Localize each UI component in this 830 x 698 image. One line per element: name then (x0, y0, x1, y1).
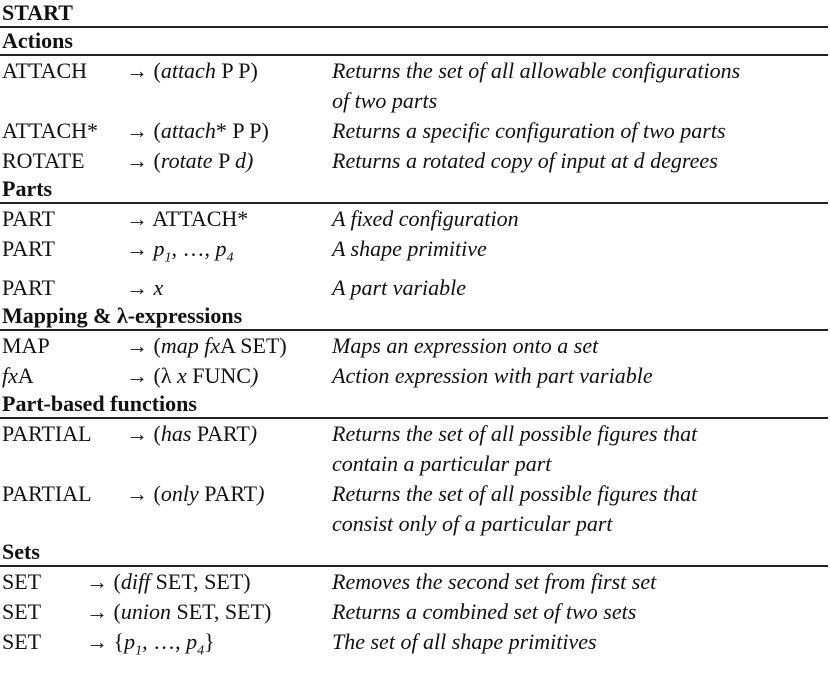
prim-symbol: p (186, 629, 198, 655)
description-line: Maps an expression onto a set (332, 333, 599, 359)
prim-ellipsis: , …, (142, 629, 187, 655)
rule-description (332, 204, 830, 234)
rhs-open: ( (113, 569, 121, 595)
rule-lhs (0, 419, 126, 449)
description-line: Removes the second set from first set (332, 569, 657, 595)
section-title: Mapping & λ-expressions (2, 303, 243, 329)
prim-ellipsis: , …, (171, 236, 216, 261)
grammar-rule-row (0, 204, 830, 234)
rule-rhs (126, 146, 332, 176)
rhs-function: diff (120, 569, 151, 595)
description-line: The set of all shape primitives (332, 629, 597, 655)
rhs-open: ( (113, 599, 121, 625)
prim-subscript: 4 (197, 643, 205, 659)
rule-lhs-text: SET (2, 569, 42, 595)
description-line: Returns the set of all allowable configurations (332, 58, 741, 83)
rule-lhs-text: PART (2, 236, 55, 261)
arrow-symbol: → (86, 569, 108, 595)
rule-lhs-italic: fx (2, 363, 18, 389)
description-line: of two parts (332, 88, 438, 113)
grammar-section (0, 539, 830, 666)
rule-rhs (86, 567, 332, 597)
arrow-symbol: → (126, 118, 148, 143)
prim-symbol: p (153, 236, 165, 261)
grammar-rule-row (0, 273, 830, 303)
rule-lhs (0, 479, 126, 509)
description-line: A shape primitive (332, 236, 487, 261)
rhs-function: only (160, 481, 199, 507)
rule-rhs (126, 479, 332, 509)
sections-container (0, 28, 830, 667)
rule-description (332, 361, 830, 391)
grammar-rule-row (0, 627, 830, 666)
rule-lhs-text: ATTACH* (2, 118, 99, 143)
rule-rhs (126, 56, 332, 86)
rule-rhs (86, 597, 332, 627)
rule-lhs-text: PART (2, 206, 55, 231)
grammar-rule-row (0, 361, 830, 391)
rule-rhs (126, 234, 332, 273)
rule-rhs (126, 361, 332, 391)
rule-lhs-text: SET (2, 629, 42, 655)
rule-lhs (0, 204, 126, 234)
rhs-tail: ) (249, 421, 258, 447)
prim-subscript: 1 (135, 643, 143, 659)
arrow-symbol: → (86, 629, 108, 655)
prim-subscript: 4 (226, 250, 234, 266)
rule-lhs (0, 597, 86, 627)
rule-description (332, 331, 830, 361)
arrow-symbol: → (86, 599, 108, 625)
rhs-tail: ) (250, 363, 259, 389)
arrow-symbol: → (126, 421, 148, 447)
rule-description (332, 273, 830, 303)
grammar-section (0, 176, 830, 303)
start-label: START (2, 0, 73, 25)
grammar-rule-row (0, 146, 830, 176)
grammar-rule-row (0, 56, 830, 116)
rule-rhs (126, 273, 332, 303)
arrow-symbol: → (126, 481, 148, 507)
description-line: A fixed configuration (332, 206, 519, 231)
rhs-function: rotate (160, 148, 213, 173)
rhs-args: P (212, 148, 235, 173)
rule-lhs-text: PART (2, 275, 55, 301)
rhs-args: A SET) (220, 333, 287, 359)
rule-description (332, 56, 830, 116)
rhs-args: PART (191, 421, 250, 447)
rule-description (332, 234, 830, 264)
arrow-symbol: → (126, 363, 148, 389)
description-line: Returns the set of all possible figures that (332, 421, 698, 447)
rule-rhs (126, 419, 332, 449)
description-line: Returns the set of all possible figures that (332, 481, 698, 507)
section-title: Part-based functions (2, 391, 197, 417)
rhs-args: SET, SET) (170, 599, 272, 625)
rhs-tail: d) (234, 148, 254, 173)
rule-lhs (0, 116, 126, 146)
rule-lhs (0, 361, 126, 391)
rule-rhs (86, 627, 332, 666)
description-line: Returns a specific configuration of two parts (332, 118, 726, 143)
rule-lhs (0, 627, 86, 657)
rule-lhs-text: ATTACH (2, 58, 88, 83)
rhs-function: has (160, 421, 192, 447)
arrow-symbol: → (126, 148, 148, 173)
rule-lhs (0, 146, 126, 176)
rule-lhs-text: PARTIAL (2, 481, 92, 507)
arrow-symbol: → (126, 206, 148, 231)
rhs-text: ATTACH* (152, 206, 249, 231)
rule-description (332, 116, 830, 146)
rule-lhs-text: SET (2, 599, 42, 625)
section-title: Actions (2, 28, 73, 53)
arrow-symbol: → (126, 275, 148, 301)
rule-description (332, 597, 830, 627)
rule-lhs (0, 273, 126, 303)
rhs-args: FUNC (186, 363, 251, 389)
rhs-function: attach (160, 58, 216, 83)
rule-description (332, 146, 830, 176)
rhs-args: SET, SET) (150, 569, 251, 595)
rule-lhs (0, 567, 86, 597)
rule-lhs (0, 331, 126, 361)
description-line: Action expression with part variable (332, 363, 653, 389)
description-line: A part variable (332, 275, 467, 301)
rhs-open: ( (153, 118, 161, 143)
brace-close: } (204, 629, 215, 655)
grammar-rule-row (0, 419, 830, 479)
rhs-open: ( (153, 148, 161, 173)
arrow-symbol: → (126, 333, 148, 359)
rhs-open: ( (153, 481, 161, 507)
rhs-args: P P) (215, 58, 258, 83)
rule-lhs (0, 234, 126, 264)
rule-lhs-text: ROTATE (2, 148, 85, 173)
grammar-rule-row (0, 479, 830, 539)
description-line: Returns a rotated copy of input at d degrees (332, 148, 718, 173)
rhs-function: union (120, 599, 171, 625)
rhs-open: ( (153, 58, 161, 83)
rule-rhs (126, 204, 332, 234)
description-line: Returns a combined set of two sets (332, 599, 637, 625)
grammar-rule-row (0, 331, 830, 361)
rhs-function: x (177, 363, 187, 389)
rule-description (332, 567, 830, 597)
rule-description (332, 479, 830, 539)
rule-lhs-text: PARTIAL (2, 421, 92, 447)
grammar-rule-row (0, 597, 830, 627)
grammar-rule-row (0, 234, 830, 273)
arrow-symbol: → (126, 58, 148, 83)
rhs-function: attach (160, 118, 216, 143)
rhs-open: ( (153, 421, 161, 447)
grammar-rule-row (0, 567, 830, 597)
rule-description (332, 627, 830, 657)
rule-lhs-tail: A (17, 363, 34, 389)
rule-lhs (0, 56, 126, 86)
prim-symbol: p (215, 236, 227, 261)
arrow-symbol: → (126, 236, 148, 261)
rhs-open: (λ (153, 363, 177, 389)
section-title: Parts (2, 176, 53, 201)
rhs-variable: x (153, 275, 164, 301)
grammar-rule-row (0, 116, 830, 146)
description-line: consist only of a particular part (332, 511, 613, 537)
rhs-function: map fx (160, 333, 221, 359)
rule-description (332, 419, 830, 479)
grammar-section (0, 28, 830, 176)
rule-rhs (126, 116, 332, 146)
brace-open: { (113, 629, 125, 655)
rhs-args: PART (198, 481, 258, 507)
grammar-section (0, 303, 830, 391)
rule-rhs (126, 331, 332, 361)
prim-symbol: p (124, 629, 136, 655)
section-title: Sets (2, 539, 40, 565)
rule-lhs-text: MAP (2, 333, 50, 359)
prim-subscript: 1 (164, 250, 172, 266)
rhs-args: * P P) (215, 118, 269, 143)
description-line: contain a particular part (332, 451, 552, 477)
grammar-section (0, 391, 830, 539)
rhs-tail: ) (257, 481, 265, 507)
rhs-open: ( (153, 333, 161, 359)
